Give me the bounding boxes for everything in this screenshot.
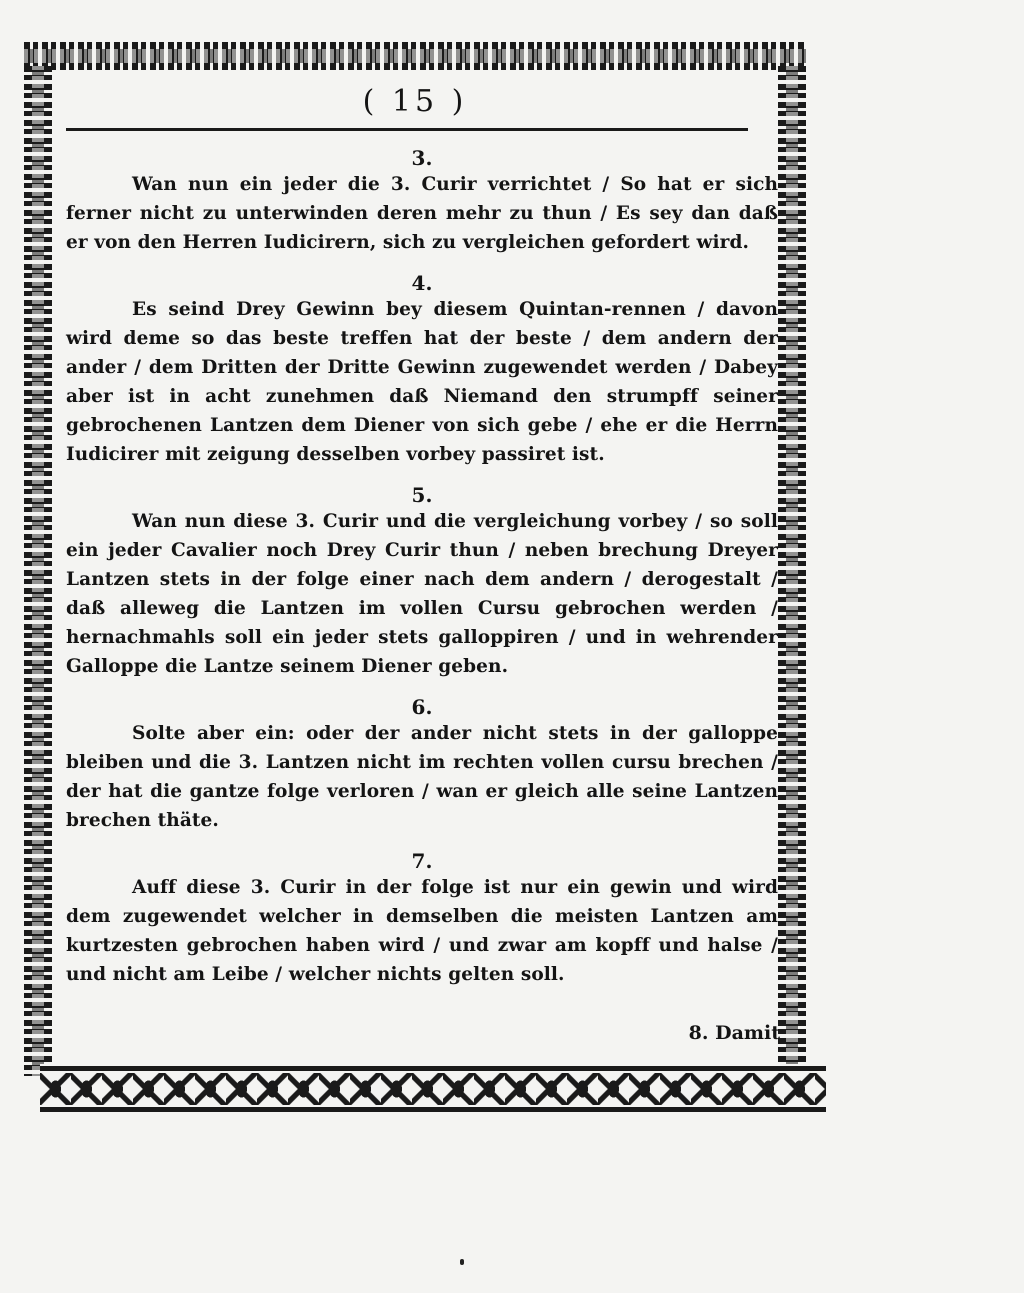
section-paragraph: Es seind Drey Gewinn bey diesem Quintan-rennen / davon wird deme so das beste treffen hat der beste / dem andern der ander / dem Dritten der Dritte Gewinn zugewendet werden / Dabey aber ist in acht zunehmen daß Niemand den strumpff seiner gebrochenen Lantzen dem Diener von sich gebe / ehe er die Herrn Iudicirer mit zeigung desselben vorbey passiret ist.	[66, 299, 778, 465]
section-number: 3.	[411, 146, 433, 170]
page-number: ( 15 )	[362, 84, 468, 119]
section-number: 6.	[411, 695, 433, 719]
section-paragraph: Solte aber ein: oder der ander nicht stets in der galloppe bleiben und die 3. Lantzen nicht im rechten vollen cursu brechen / der hat die gantze folge verloren / wan er gleich alle seine Lantzen brechen thäte.	[66, 723, 778, 831]
section-number: 7.	[411, 849, 433, 873]
section-6	[66, 695, 778, 835]
section-4	[66, 271, 778, 469]
section-3	[66, 146, 778, 257]
section-paragraph: Wan nun ein jeder die 3. Curir verrichtet / So hat er sich ferner nicht zu unterwinden deren mehr zu thun / Es sey dan daß er von den Herren Iudicirern, sich zu vergleichen gefordert wird.	[66, 174, 778, 253]
section-5	[66, 483, 778, 681]
ornamental-border-left	[24, 66, 52, 1076]
section-number: 5.	[411, 483, 433, 507]
header-rule	[66, 128, 748, 131]
page-speck	[460, 1259, 464, 1265]
catchword: 8. Damit	[688, 1022, 780, 1044]
section-paragraph: Auff diese 3. Curir in der folge ist nur ein gewin und wird dem zugewendet welcher in demselben die meisten Lantzen am kurtzesten gebrochen haben wird / und zwar am kopff und halse / und nicht am Leibe / welcher nichts gelten soll.	[66, 877, 778, 985]
section-number: 4.	[411, 271, 433, 295]
section-7	[66, 849, 778, 989]
ornamental-border-right	[778, 66, 806, 1076]
section-paragraph: Wan nun diese 3. Curir und die vergleichung vorbey / so soll ein jeder Cavalier noch Drey Curir thun / neben brechung Dreyer Lantzen stets in der folge einer nach dem andern / derogestalt / daß alleweg die Lantzen im vollen Cursu gebrochen werden / hernachmahls soll ein jeder stets galloppiren / und in wehrender Galloppe die Lantze seinem Diener geben.	[66, 511, 778, 677]
ornamental-border-bottom	[40, 1064, 826, 1114]
ornamental-border-top	[24, 42, 806, 70]
text-body	[66, 140, 778, 1003]
